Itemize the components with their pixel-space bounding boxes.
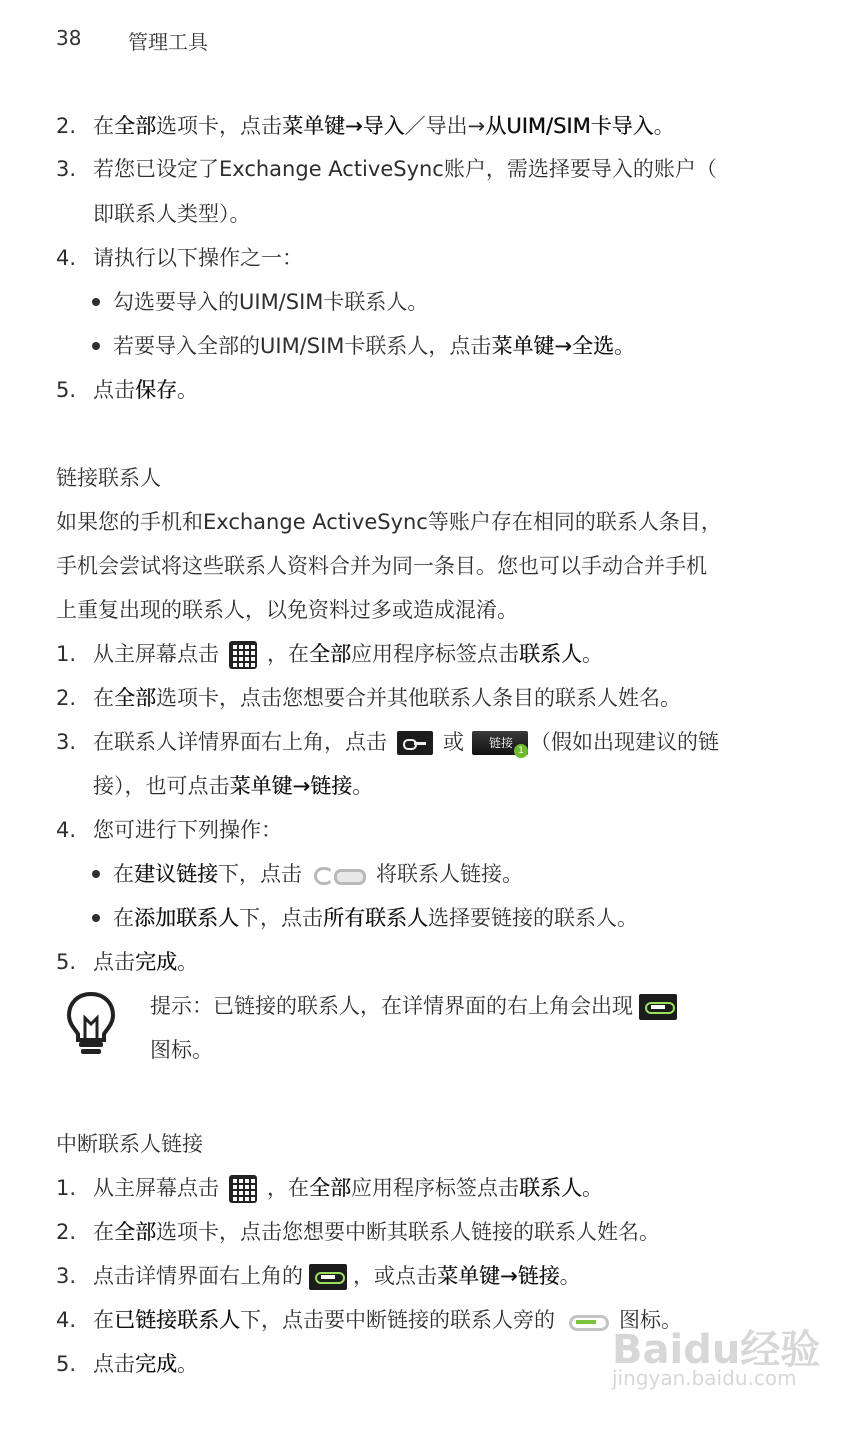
all-apps-icon — [229, 1175, 257, 1203]
bullet-text: 勾选要导入的UIM/SIM卡联系人。 — [113, 290, 429, 314]
step-number: 5. — [56, 378, 77, 402]
tip-line-2: 图标。 — [150, 1038, 213, 1062]
step-number: 5. — [56, 950, 77, 974]
step-number: 3. — [56, 1264, 77, 1288]
tip-line-1 — [150, 993, 683, 1020]
step-text: 从主屏幕点击 ，在全部应用程序标签点击联系人。 — [93, 1175, 603, 1203]
step-text: 从主屏幕点击 ，在全部应用程序标签点击联系人。 — [93, 641, 603, 669]
bullet-text: 在添加联系人下，点击所有联系人选择要链接的联系人。 — [113, 906, 638, 930]
intro-line: 上重复出现的联系人，以免资料过多或造成混淆。 — [56, 598, 518, 622]
step-number: 1. — [56, 642, 77, 666]
intro-line: 手机会尝试将这些联系人资料合并为同一条目。您也可以手动合并手机 — [56, 554, 707, 578]
step-text: 点击详情界面右上角的 ，或点击菜单键→链接。 — [93, 1264, 581, 1288]
suggestion-badge: 1 — [514, 744, 528, 758]
step-number: 3. — [56, 730, 77, 754]
chapter-title: 管理工具 — [128, 30, 208, 54]
step-text: 请执行以下操作之一： — [93, 246, 303, 270]
linked-contact-icon — [309, 1264, 347, 1290]
unlink-chain-icon — [567, 1310, 607, 1332]
watermark-url: jingyan.baidu.com — [612, 1366, 797, 1390]
step-number: 4. — [56, 818, 77, 842]
link-icon — [397, 731, 433, 755]
step-number: 2. — [56, 114, 77, 138]
step-text: 在已链接联系人下，点击要中断链接的联系人旁的 图标。 — [93, 1308, 682, 1332]
intro-line: 如果您的手机和Exchange ActiveSync等账户存在相同的联系人条目， — [56, 510, 722, 534]
step-number: 4. — [56, 246, 77, 270]
bullet-text: 在建议链接下，点击 将联系人链接。 — [113, 862, 523, 886]
step-number: 4. — [56, 1308, 77, 1332]
section-heading-link: 链接联系人 — [56, 466, 161, 490]
chain-link-icon — [312, 863, 366, 887]
step-text: 接），也可点击菜单键→链接。 — [93, 774, 374, 798]
watermark-logo: Baidu经验 — [612, 1327, 821, 1373]
step-text: 点击完成。 — [93, 950, 198, 974]
step-text: 您可进行下列操作： — [93, 818, 282, 842]
linked-contact-icon — [639, 994, 677, 1020]
tip-text: 提示：已链接的联系人，在详情界面的右上角会出现 — [150, 994, 633, 1018]
step-number: 2. — [56, 1220, 77, 1244]
lightbulb-icon — [64, 990, 118, 1058]
section-heading-unlink: 中断联系人链接 — [56, 1132, 203, 1156]
page-header — [56, 26, 208, 54]
page-number: 38 — [56, 26, 82, 50]
step-number: 2. — [56, 686, 77, 710]
step-text: 在全部选项卡，点击您想要合并其他联系人条目的联系人姓名。 — [93, 686, 681, 710]
step-text: 即联系人类型）。 — [93, 202, 251, 226]
step-text: 在全部选项卡，点击菜单键→导入／导出→从UIM/SIM卡导入。 — [93, 114, 675, 138]
step-number: 3. — [56, 157, 77, 181]
step-number: 5. — [56, 1352, 77, 1376]
step-text: 点击完成。 — [93, 1352, 198, 1376]
step-text: 在全部选项卡，点击您想要中断其联系人链接的联系人姓名。 — [93, 1220, 660, 1244]
suggested-link-icon: 链接 1 — [472, 731, 528, 755]
all-apps-icon — [229, 641, 257, 669]
step-text: 点击保存。 — [93, 378, 198, 402]
step-text: 若您已设定了Exchange ActiveSync账户，需选择要导入的账户（ — [93, 157, 717, 181]
step-text: 在联系人详情界面右上角，点击 或 链接 1 （假如出现建议的链 — [93, 730, 719, 756]
bullet-text: 若要导入全部的UIM/SIM卡联系人，点击菜单键→全选。 — [113, 334, 636, 358]
step-number: 1. — [56, 1176, 77, 1200]
